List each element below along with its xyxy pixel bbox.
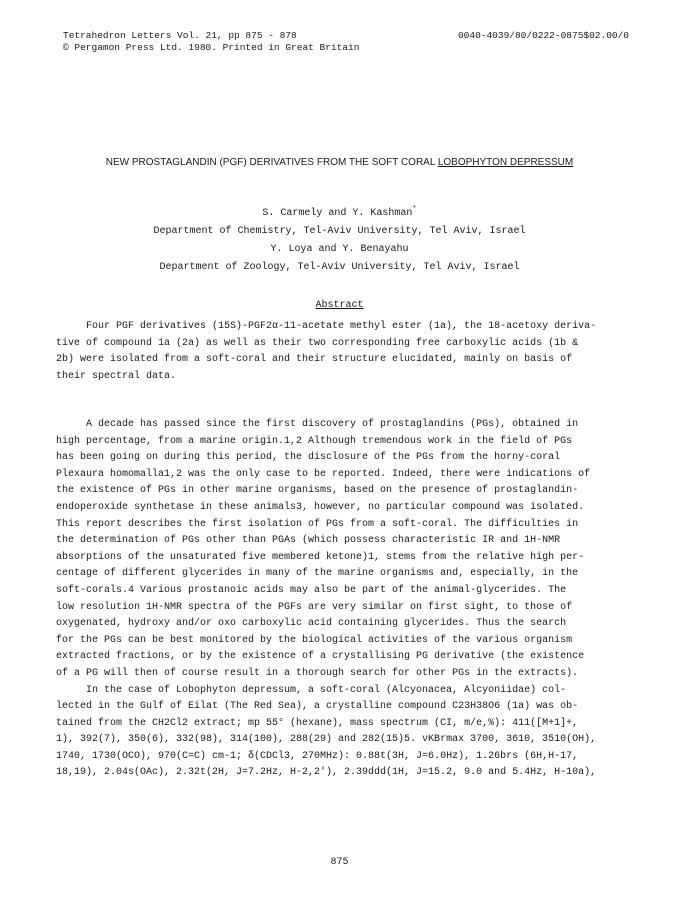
page-number: 875 bbox=[330, 857, 349, 868]
body-line: the existence of PGs in other marine organisms, based on the presence of prostaglandin- bbox=[56, 485, 579, 497]
body-line: endoperoxide synthetase in these animals3, however, no particular compound was isolated. bbox=[56, 501, 585, 513]
journal-citation: Tetrahedron Letters Vol. 21, pp 875 - 878 bbox=[63, 30, 297, 41]
body-line: low resolution 1H-NMR spectra of the PGFs are very similar on first sight, to those of bbox=[56, 601, 573, 613]
body-line: for the PGs can be best monitored by the biological activities of the various organism bbox=[56, 634, 573, 646]
body-line: 18,19), 2.04s(OAc), 2.32t(2H, J=7.2Hz, H-2,2'), 2.39ddd(1H, J=15.2, 9.0 and 5.4Hz, H-10a), bbox=[56, 767, 597, 779]
title-organism: LOBOPHYTON DEPRESSUM bbox=[437, 157, 574, 168]
body-line: absorptions of the unsaturated five membered ketone)1, stems from the relative high per- bbox=[56, 551, 585, 563]
authors-line-2: Y. Loya and Y. Benayahu bbox=[270, 244, 409, 255]
affiliation-2: Department of Zoology, Tel-Aviv University, Tel Aviv, Israel bbox=[159, 262, 520, 273]
abstract-text bbox=[56, 319, 630, 385]
abstract-line: their spectral data. bbox=[56, 370, 177, 382]
body-line: Plexaura homomalla1,2 was the only case to be reported. Indeed, there were indications of bbox=[56, 468, 591, 480]
body-line: the determination of PGs other than PGAs (which possess characteristic IR and 1H-NMR bbox=[56, 535, 561, 547]
body-line: tained from the CH2Cl2 extract; mp 55° (hexane), mass spectrum (CI, m/e,%): 411([M+1]+, bbox=[56, 717, 579, 729]
abstract-line: Four PGF derivatives (15S)-PGF2α-11-acetate methyl ester (1a), the 18-acetoxy deriva- bbox=[86, 321, 597, 332]
body-line: oxygenated, hydroxy and/or oxo carboxylic acid containing glycerides. Thus the search bbox=[56, 618, 567, 630]
abstract-line: tive of compound 1a (2a) as well as their two corresponding free carboxylic acids (1b & bbox=[56, 337, 579, 349]
main-text bbox=[56, 417, 630, 782]
body-line: This report describes the first isolation of PGs from a soft-coral. The difficulties in bbox=[56, 518, 579, 530]
copyright-line: © Pergamon Press Ltd. 1980. Printed in Great Britain bbox=[63, 42, 360, 53]
body-line: In the case of Lobophyton depressum, a soft-coral (Alcyonacea, Alcyoniidae) col- bbox=[86, 684, 567, 696]
body-line: lected in the Gulf of Eilat (The Red Sea), a crystalline compound C23H38O6 (1a) was ob- bbox=[56, 701, 579, 713]
authors-line-1 bbox=[0, 205, 679, 219]
abstract-line: 2b) were isolated from a soft-coral and their structure elucidated, mainly on basis of bbox=[56, 354, 573, 366]
body-line: 1740, 1730(OCO), 970(C=C) cm-1; δ(CDCl3, 270MHz): 0.88t(3H, J=6.0Hz), 1.26brs (6H,H-17, bbox=[56, 750, 579, 762]
author-names-1: S. Carmely and Y. Kashman bbox=[262, 208, 413, 219]
body-line: extracted fractions, or by the existence of a crystallising PG derivative (the existence bbox=[56, 651, 585, 663]
article-code: 0040-4039/80/0222-0875$02.00/0 bbox=[457, 30, 629, 41]
affiliation-1: Department of Chemistry, Tel-Aviv University, Tel Aviv, Israel bbox=[153, 226, 526, 237]
body-line: has been going on during this period, the disclosure of the PGs from the horny-coral bbox=[56, 452, 561, 464]
abstract-heading: Abstract bbox=[315, 300, 364, 311]
body-line: A decade has passed since the first discovery of prostaglandins (PGs), obtained in bbox=[86, 419, 579, 430]
corresponding-mark: * bbox=[412, 205, 417, 214]
body-line: centage of different glycerides in many of the marine organisms and, especially, in the bbox=[56, 568, 579, 580]
body-line: of a PG will then of course result in a thorough search for other PGs in the extracts). bbox=[56, 667, 579, 679]
body-line: high percentage, from a marine origin.1,2 Although tremendous work in the field of PGs bbox=[56, 435, 573, 447]
header-left bbox=[63, 30, 359, 54]
body-line: soft-corals.4 Various prostanoic acids may also be part of the animal-glycerides. The bbox=[56, 584, 567, 596]
article-title bbox=[0, 157, 679, 168]
body-line: 1), 392(7), 350(6), 332(98), 314(100), 288(29) and 282(15)5. νKBrmax 3700, 3610, 3510(OH), bbox=[56, 734, 597, 746]
title-main: NEW PROSTAGLANDIN (PGF) DERIVATIVES FROM THE SOFT CORAL bbox=[105, 157, 438, 168]
